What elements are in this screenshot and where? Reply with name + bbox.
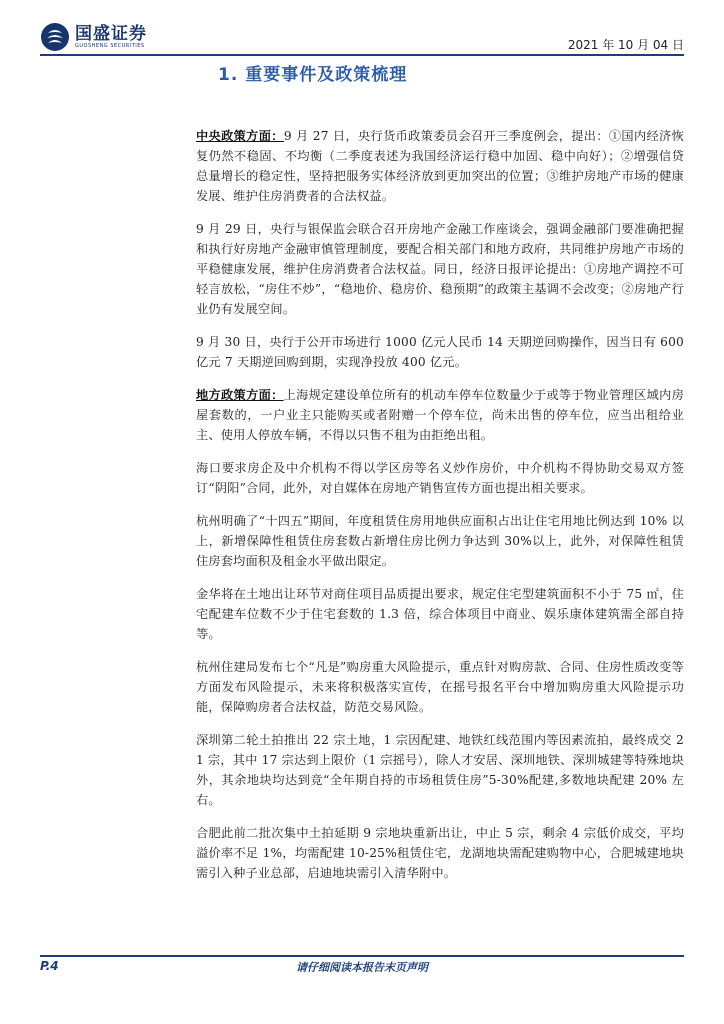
logo-english-name: GUOSHENG SECURITIES (75, 42, 145, 49)
company-logo (40, 22, 147, 52)
paragraph (196, 219, 684, 319)
guosheng-logo-icon (40, 22, 70, 52)
paragraph-text: 9 月 27 日，央行货币政策委员会召开三季度例会，提出：①国内经济恢复仍然不稳固、不均衡（二季度表述为我国经济运行稳中加固、稳中向好）；②增强信贷总量增长的稳定性，坚持把服务实体经济放到更加突出的位置；③维护房地产市场的健康发展、维护住房消费者的合法权益。 (196, 129, 684, 203)
paragraph-text: 杭州明确了“十四五”期间，年度租赁住房用地供应面积占出让住宅用地比例达到 10% 以上，新增保障性租赁住房套数占新增住房比例力争达到 30%以上，此外，对保障性租赁住房套均面积及租金水平做出限定。 (196, 514, 684, 568)
footer-divider (40, 955, 684, 957)
logo-chinese-name: 国盛证券 (75, 23, 147, 44)
paragraph-text: 杭州住建局发布七个“凡是”购房重大风险提示，重点针对购房款、合同、住房性质改变等方面发布风险提示，未来将积极落实宣传，在摇号报名平台中增加购房重大风险提示功能，保障购房者合法权益，防范交易风险。 (196, 660, 684, 714)
paragraph-text: 9 月 29 日，央行与银保监会联合召开房地产金融工作座谈会，强调金融部门要准确把握和执行好房地产金融审慎管理制度，要配合相关部门和地方政府，共同维护房地产市场的平稳健康发展，维护住房消费者合法权益。同日，经济日报评论提出：①房地产调控不可轻言放松，“房住不炒”，“稳地价、稳房价、稳预期”的政策主基调不会改变；②房地产行业仍有发展空间。 (196, 222, 684, 316)
paragraph (196, 332, 684, 372)
paragraph-text: 金华将在土地出让环节对商住项目品质提出要求，规定住宅型建筑面积不小于 75 ㎡，住宅配建车位数不少于住宅套数的 1.3 倍，综合体项目中商业、娱乐康体建筑需全部自持等。 (196, 587, 684, 641)
paragraph-lead: 中央政策方面： (196, 129, 284, 143)
paragraph (196, 385, 684, 445)
paragraph (196, 657, 684, 717)
paragraph (196, 126, 684, 206)
page-number: P.4 (40, 959, 59, 973)
header-divider (40, 54, 684, 56)
page-header (0, 0, 724, 60)
section-title: 1. 重要事件及政策梳理 (218, 65, 408, 85)
main-content (196, 126, 684, 896)
paragraph (196, 584, 684, 644)
footer-disclaimer-note: 请仔细阅读本报告末页声明 (296, 961, 428, 974)
paragraph-text: 9 月 30 日，央行于公开市场进行 1000 亿元人民币 14 天期逆回购操作，因当日有 600 亿元 7 天期逆回购到期，实现净投放 400 亿元。 (196, 335, 684, 369)
paragraph-text: 合肥此前二批次集中土拍延期 9 宗地块重新出让，中止 5 宗，剩余 4 宗低价成交，平均溢价率不足 1%，均需配建 10-25%租赁住宅，龙湖地块需配建购物中心，合肥城建地块需引入种子业总部，启迪地块需引入清华附中。 (196, 826, 684, 880)
paragraph (196, 730, 684, 810)
paragraph-text: 海口要求房企及中介机构不得以学区房等名义炒作房价，中介机构不得协助交易双方签订“阴阳”合同，此外，对自媒体在房地产销售宣传方面也提出相关要求。 (196, 461, 684, 495)
paragraph (196, 823, 684, 883)
report-date: 2021 年 10 月 04 日 (567, 38, 684, 52)
paragraph-lead: 地方政策方面： (196, 388, 284, 402)
paragraph (196, 458, 684, 498)
paragraph-text: 深圳第二轮土拍推出 22 宗土地，1 宗因配建、地铁红线范围内等因素流拍，最终成交 21 宗，其中 17 宗达到上限价（1 宗摇号），除人才安居、深圳地铁、深圳城建等特殊地块外，其余地块均达到竞“全年期自持的市场租赁住房”5-30%配建,多数地块配建 20% 左右。 (196, 733, 684, 807)
paragraph-text: 上海规定建设单位所有的机动车停车位数量少于或等于物业管理区域内房屋套数的，一户业主只能购买或者附赠一个停车位，尚未出售的停车位，应当出租给业主、使用人停放车辆，不得以只售不租为由拒绝出租。 (196, 388, 685, 442)
paragraph (196, 511, 684, 571)
